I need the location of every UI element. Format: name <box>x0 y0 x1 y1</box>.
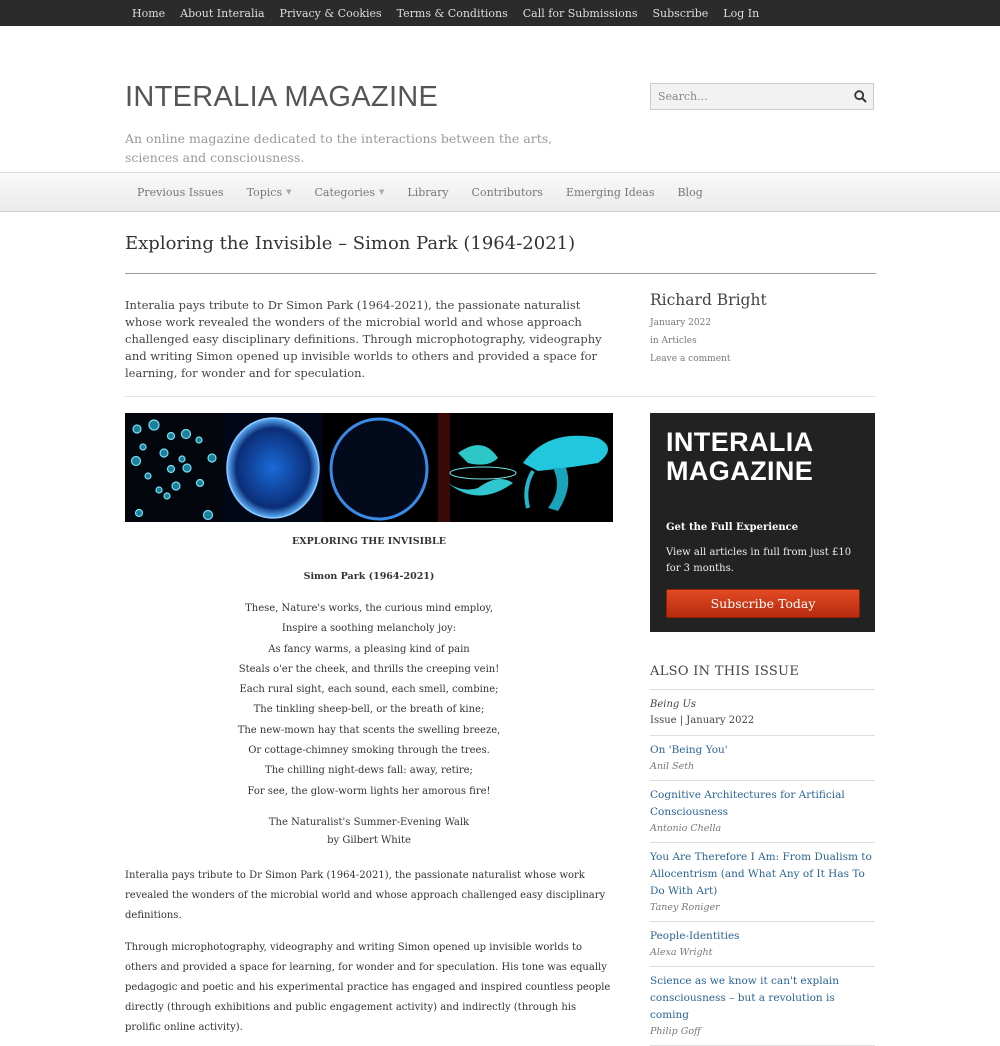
article-body <box>125 536 613 1038</box>
article-paragraph: Through microphotography, videography and writing Simon opened up invisible worlds to others and provided a space for learning, for wonder and for speculation. His tone was equally pedagogic and poetic and his experimental practice has engaged and inspired countless people directly (through exhibitions and public engagement activity) and indirectly (through his prolific online activity). <box>125 941 611 1033</box>
promo-logo: INTERALIA MAGAZINE <box>666 427 814 486</box>
poem-attribution <box>125 814 613 850</box>
nav-library[interactable]: Library <box>407 185 449 199</box>
article-link[interactable]: On 'Being You' <box>650 744 728 756</box>
nav-topics[interactable]: Topics ▼ <box>246 185 292 199</box>
search-input[interactable] <box>651 90 847 103</box>
article-subheading: Simon Park (1964-2021) <box>303 571 435 582</box>
issue-date: Issue | January 2022 <box>650 715 755 726</box>
article-link[interactable]: Science as we know it can't explain consciousness – but a revolution is coming <box>650 975 839 1021</box>
poem-line: The chilling night-dews fall: away, retire; <box>265 765 473 777</box>
topnav-login[interactable]: Log In <box>723 6 760 20</box>
post-author[interactable]: Richard Bright <box>650 291 767 309</box>
article-author: Philip Goff <box>650 1026 701 1037</box>
poem-line: The tinkling sheep-bell, or the breath of kine; <box>253 704 485 716</box>
poem-line: Each rural sight, each sound, each smell, combine; <box>239 684 499 696</box>
poem-title: The Naturalist's Summer-Evening Walk <box>268 816 470 828</box>
post-category[interactable]: in Articles <box>650 336 697 346</box>
poem-line: The new-mown hay that scents the swelling breeze, <box>237 724 501 736</box>
poem-line: Inspire a soothing melancholy joy: <box>281 623 457 635</box>
post-meta <box>650 291 875 368</box>
nav-contributors[interactable]: Contributors <box>471 185 543 199</box>
petri-dish-image <box>438 413 518 522</box>
search-box <box>650 83 874 110</box>
search-icon[interactable] <box>847 84 873 109</box>
article-link[interactable]: You Are Therefore I Am: From Dualism to Allocentrism (and What Any of It Has To Do With Art) <box>650 851 872 897</box>
site-title[interactable]: INTERALIA MAGAZINE <box>125 81 439 113</box>
list-item <box>650 781 875 843</box>
poem-line: For see, the glow-worm lights her amorous fire! <box>247 785 491 797</box>
site-header <box>0 26 1000 172</box>
poem-author: by Gilbert White <box>327 834 411 846</box>
article-author: Antonio Chella <box>650 823 722 834</box>
article-author: Taney Roniger <box>650 902 720 913</box>
ring-culture-image <box>323 413 438 522</box>
poem-line: Or cottage-chimney smoking through the trees. <box>248 745 490 757</box>
subscribe-promo <box>650 413 875 632</box>
subscribe-today-button[interactable]: Subscribe Today <box>666 589 860 618</box>
topnav-call-for-submissions[interactable]: Call for Submissions <box>522 6 638 20</box>
topnav-subscribe[interactable]: Subscribe <box>652 6 709 20</box>
topnav-privacy[interactable]: Privacy & Cookies <box>279 6 382 20</box>
poem-line: As fancy warms, a pleasing kind of pain <box>268 643 470 655</box>
mushroom-glow-image <box>518 413 613 522</box>
poem-line: Steals o'er the cheek, and thrills the creeping vein! <box>238 663 500 675</box>
page-title: Exploring the Invisible – Simon Park (1964-2021) <box>125 233 576 254</box>
list-item <box>650 843 875 922</box>
divider <box>125 273 876 274</box>
bacteria-colonies-image <box>125 413 223 522</box>
article-heading: EXPLORING THE INVISIBLE <box>292 536 446 547</box>
list-item <box>650 967 875 1046</box>
also-in-this-issue <box>650 664 875 1046</box>
article-paragraph: Interalia pays tribute to Dr Simon Park (1964-2021), the passionate naturalist whose work revealed the wonders of the microbial world and whose approach challenged easy disciplinary definitions. <box>125 869 606 921</box>
leave-comment-link[interactable]: Leave a comment <box>650 354 731 364</box>
dropdown-caret-icon: ▼ <box>286 188 292 196</box>
article-author: Anil Seth <box>650 761 695 772</box>
main-navigation <box>0 172 1000 212</box>
site-tagline: An online magazine dedicated to the interactions between the arts, sciences and consciousness. <box>125 131 553 165</box>
top-navigation <box>0 0 1000 26</box>
topnav-terms[interactable]: Terms & Conditions <box>396 6 508 20</box>
article-link[interactable]: People-Identities <box>650 930 740 942</box>
dropdown-caret-icon: ▼ <box>379 188 385 196</box>
article-author: Alexa Wright <box>650 947 713 958</box>
promo-text: View all articles in full from just £10 for 3 months. <box>666 547 852 574</box>
divider <box>125 396 876 397</box>
promo-heading: Get the Full Experience <box>666 522 799 533</box>
poem <box>125 599 613 802</box>
nav-previous-issues[interactable]: Previous Issues <box>137 185 224 199</box>
glowing-colony-image <box>223 413 323 522</box>
list-item <box>650 736 875 781</box>
also-heading: ALSO IN THIS ISSUE <box>650 664 875 690</box>
topnav-home[interactable]: Home <box>132 6 166 20</box>
post-excerpt: Interalia pays tribute to Dr Simon Park (1964-2021), the passionate naturalist whose work revealed the wonders of the microbial world and whose approach challenged easy disciplinary definitions. Through microphotography, videography and writing Simon opened up invisible worlds to others and provided a space for learning, for wonder and for speculation. <box>125 298 602 380</box>
nav-categories[interactable]: Categories ▼ <box>314 185 385 199</box>
topnav-about[interactable]: About Interalia <box>180 6 265 20</box>
issue-info <box>650 690 875 736</box>
poem-line: These, Nature's works, the curious mind employ, <box>245 603 493 614</box>
post-date: January 2022 <box>650 318 712 328</box>
list-item <box>650 922 875 967</box>
article-link[interactable]: Cognitive Architectures for Artificial Consciousness <box>650 789 845 818</box>
issue-name[interactable]: Being Us <box>650 699 697 710</box>
nav-emerging-ideas[interactable]: Emerging Ideas <box>565 185 655 199</box>
nav-blog[interactable]: Blog <box>677 185 703 199</box>
hero-image <box>125 413 613 522</box>
